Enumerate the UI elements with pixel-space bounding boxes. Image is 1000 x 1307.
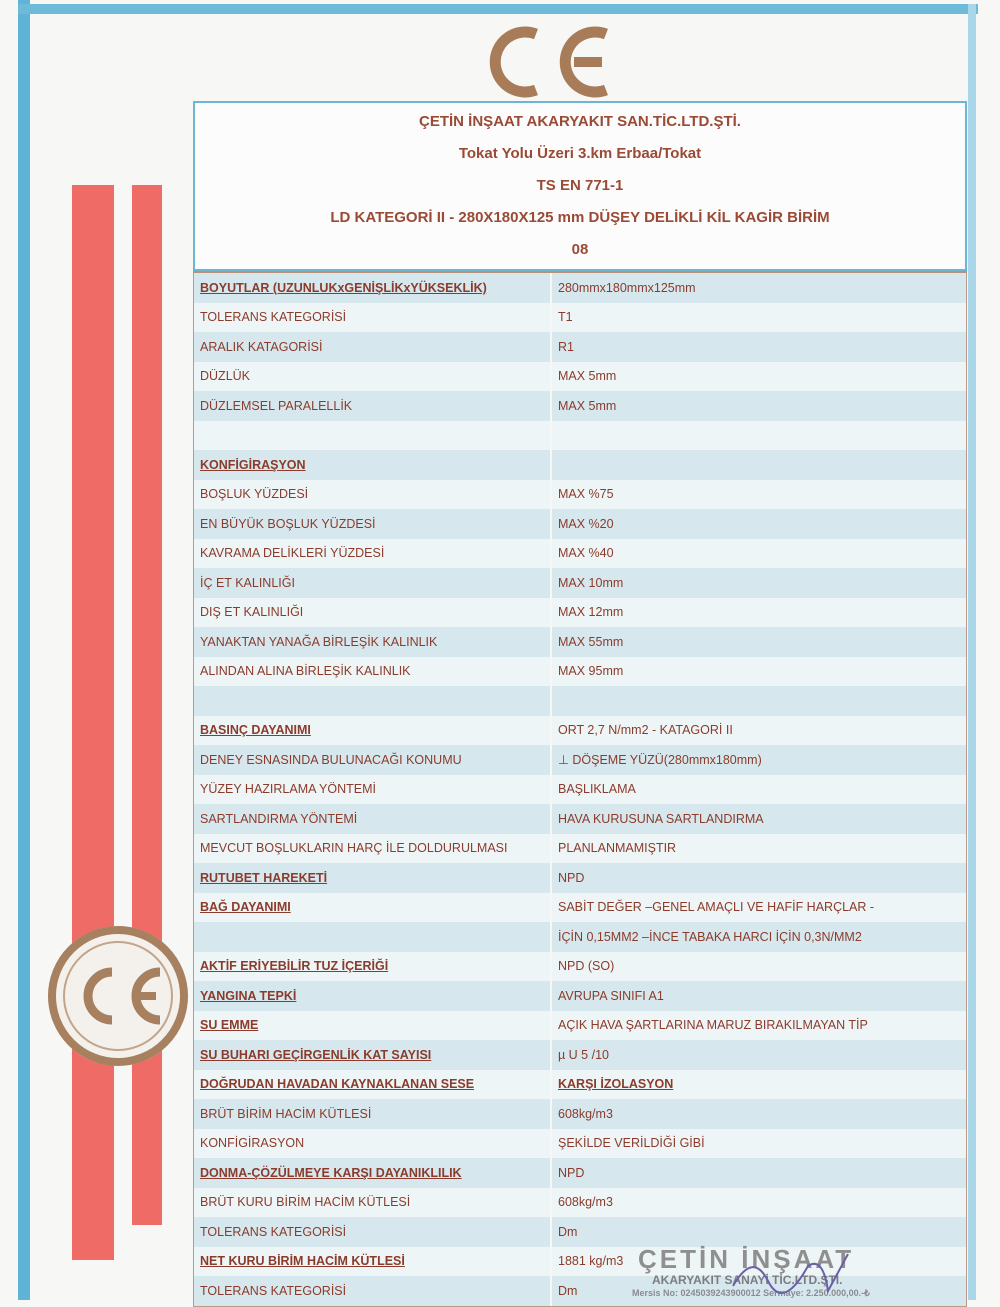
table-row — [194, 421, 966, 451]
row-label: BRÜT KURU BİRİM HACİM KÜTLESİ — [194, 1188, 552, 1218]
table-row — [194, 1070, 966, 1100]
table-row — [194, 627, 966, 657]
table-row — [194, 657, 966, 687]
row-value: MAX %75 — [558, 487, 614, 502]
row-value: NPD — [558, 1165, 585, 1180]
table-row — [194, 332, 966, 362]
row-value: ŞEKİLDE VERİLDİĞİ GİBİ — [558, 1136, 705, 1151]
row-label — [194, 922, 552, 952]
table-row — [194, 775, 966, 805]
row-value: AÇIK HAVA ŞARTLARINA MARUZ BIRAKILMAYAN TİP — [558, 1018, 868, 1033]
row-value: ORT 2,7 N/mm2 - KATAGORİ II — [558, 723, 733, 738]
stamp-line-3: Mersis No: 0245039243900012 Sermaye: 2.250.000,00.-₺ — [632, 1288, 870, 1298]
table-row — [194, 539, 966, 569]
table-row — [194, 1011, 966, 1041]
row-value: BAŞLIKLAMA — [558, 782, 636, 797]
row-label: YANGINA TEPKİ — [194, 981, 552, 1011]
stamp-line-1: ÇETİN İNŞAAT — [638, 1244, 855, 1274]
row-label — [194, 686, 552, 716]
row-label: DOĞRUDAN HAVADAN KAYNAKLANAN SESE — [194, 1070, 552, 1100]
product-title: LD KATEGORİ II - 280X180X125 mm DÜŞEY DELİKLİ KİL KAGİR BİRİM — [330, 209, 830, 226]
row-label: DÜZLÜK — [194, 362, 552, 392]
row-value: NPD (SO) — [558, 959, 615, 974]
row-value: µ U 5 /10 — [558, 1047, 609, 1062]
row-label: SARTLANDIRMA YÖNTEMİ — [194, 804, 552, 834]
row-label: ARALIK KATAGORİSİ — [194, 332, 552, 362]
row-label: NET KURU BİRİM HACİM KÜTLESİ — [194, 1247, 552, 1277]
table-row — [194, 568, 966, 598]
table-row — [194, 1158, 966, 1188]
table-row — [194, 952, 966, 982]
row-value: İÇİN 0,15MM2 –İNCE TABAKA HARCI İÇİN 0,3N/MM2 — [558, 929, 862, 944]
row-value: Dm — [558, 1283, 578, 1298]
table-row — [194, 480, 966, 510]
row-label: ALINDAN ALINA BİRLEŞİK KALINLIK — [194, 657, 552, 687]
table-row — [194, 716, 966, 746]
row-label: YÜZEY HAZIRLAMA YÖNTEMİ — [194, 775, 552, 805]
row-label: DENEY ESNASINDA BULUNACAĞI KONUMU — [194, 745, 552, 775]
row-value: PLANLANMAMIŞTIR — [558, 841, 677, 856]
table-row — [194, 273, 966, 303]
company-address: Tokat Yolu Üzeri 3.km Erbaa/Tokat — [458, 145, 702, 162]
row-label: BOYUTLAR (UZUNLUKxGENİŞLİKxYÜKSEKLİK) — [194, 273, 552, 303]
specification-table — [193, 271, 967, 1307]
row-value: R1 — [558, 339, 574, 354]
row-label: BAĞ DAYANIMI — [194, 893, 552, 923]
ce-seal-logo — [46, 924, 190, 1068]
row-label — [194, 421, 552, 451]
row-value: KARŞI İZOLASYON — [558, 1077, 674, 1092]
table-row — [194, 1188, 966, 1218]
row-value: AVRUPA SINIFI A1 — [558, 988, 664, 1003]
notified-code: 08 — [571, 241, 589, 258]
row-label: TOLERANS KATEGORİSİ — [194, 1217, 552, 1247]
table-row — [194, 509, 966, 539]
table-row — [194, 863, 966, 893]
row-value: T1 — [558, 310, 573, 325]
row-value: ⊥ DÖŞEME YÜZÜ(280mmx180mm) — [558, 753, 762, 768]
table-row — [194, 745, 966, 775]
row-value: 608kg/m3 — [558, 1106, 613, 1121]
table-row — [194, 598, 966, 628]
row-label: BRÜT BİRİM HACİM KÜTLESİ — [194, 1099, 552, 1129]
row-value: MAX 10mm — [558, 575, 624, 590]
row-label: KONFİGİRASYON — [194, 1129, 552, 1159]
row-label: MEVCUT BOŞLUKLARIN HARÇ İLE DOLDURULMASI — [194, 834, 552, 864]
row-label: AKTİF ERİYEBİLİR TUZ İÇERİĞİ — [194, 952, 552, 982]
ce-mark-logo — [478, 22, 618, 102]
table-row — [194, 686, 966, 716]
table-row — [194, 893, 966, 923]
standard-code: TS EN 771-1 — [536, 177, 624, 194]
row-label: TOLERANS KATEGORİSİ — [194, 1276, 552, 1306]
table-row — [194, 1129, 966, 1159]
header-box — [193, 101, 967, 271]
row-label: DONMA-ÇÖZÜLMEYE KARŞI DAYANIKLILIK — [194, 1158, 552, 1188]
top-blue-border — [18, 4, 978, 14]
table-row — [194, 391, 966, 421]
row-value: HAVA KURUSUNA SARTLANDIRMA — [558, 811, 764, 826]
left-red-stripe — [72, 185, 114, 1260]
row-label: SU EMME — [194, 1011, 552, 1041]
row-value: SABİT DEĞER –GENEL AMAÇLI VE HAFİF HARÇLAR - — [558, 900, 875, 915]
row-value: NPD — [558, 870, 585, 885]
table-row — [194, 450, 966, 480]
row-label: SU BUHARI GEÇİRGENLİK KAT SAYISI — [194, 1040, 552, 1070]
row-value: MAX %40 — [558, 546, 614, 561]
row-value: MAX %20 — [558, 516, 614, 531]
row-label: BASINÇ DAYANIMI — [194, 716, 552, 746]
row-label: RUTUBET HAREKETİ — [194, 863, 552, 893]
table-row — [194, 922, 966, 952]
left-blue-border — [18, 0, 30, 1300]
row-label: EN BÜYÜK BOŞLUK YÜZDESİ — [194, 509, 552, 539]
row-label: KAVRAMA DELİKLERİ YÜZDESİ — [194, 539, 552, 569]
right-red-stripe — [132, 185, 162, 1225]
table-row — [194, 804, 966, 834]
table-row — [194, 303, 966, 333]
row-label: TOLERANS KATEGORİSİ — [194, 303, 552, 333]
company-stamp — [628, 1240, 918, 1300]
row-value: Dm — [558, 1224, 578, 1239]
table-row — [194, 1040, 966, 1070]
row-value: MAX 55mm — [558, 634, 624, 649]
row-value — [552, 421, 964, 451]
table-row — [194, 834, 966, 864]
row-label: DÜZLEMSEL PARALELLİK — [194, 391, 552, 421]
signature-scribble — [728, 1246, 868, 1298]
row-value: MAX 5mm — [558, 398, 617, 413]
row-value: 280mmx180mmx125mm — [558, 280, 696, 295]
row-label: KONFİGİRAŞYON — [194, 450, 552, 480]
row-value: MAX 12mm — [558, 605, 624, 620]
company-name: ÇETİN İNŞAAT AKARYAKIT SAN.TİC.LTD.ŞTİ. — [419, 113, 741, 130]
stamp-line-2: AKARYAKIT SANAYİ TİC.LTD.ŞTİ. — [652, 1273, 843, 1287]
row-value: MAX 5mm — [558, 369, 617, 384]
table-row — [194, 1099, 966, 1129]
row-value: 1881 kg/m3 — [558, 1254, 624, 1269]
row-label: İÇ ET KALINLIĞI — [194, 568, 552, 598]
table-row — [194, 362, 966, 392]
row-value — [552, 686, 964, 716]
row-label: YANAKTAN YANAĞA BİRLEŞİK KALINLIK — [194, 627, 552, 657]
row-value: 608kg/m3 — [558, 1195, 613, 1210]
row-label: DIŞ ET KALINLIĞI — [194, 598, 552, 628]
row-value — [552, 450, 964, 480]
right-blue-border — [968, 4, 976, 1300]
row-label: BOŞLUK YÜZDESİ — [194, 480, 552, 510]
row-value: MAX 95mm — [558, 664, 624, 679]
table-row — [194, 981, 966, 1011]
